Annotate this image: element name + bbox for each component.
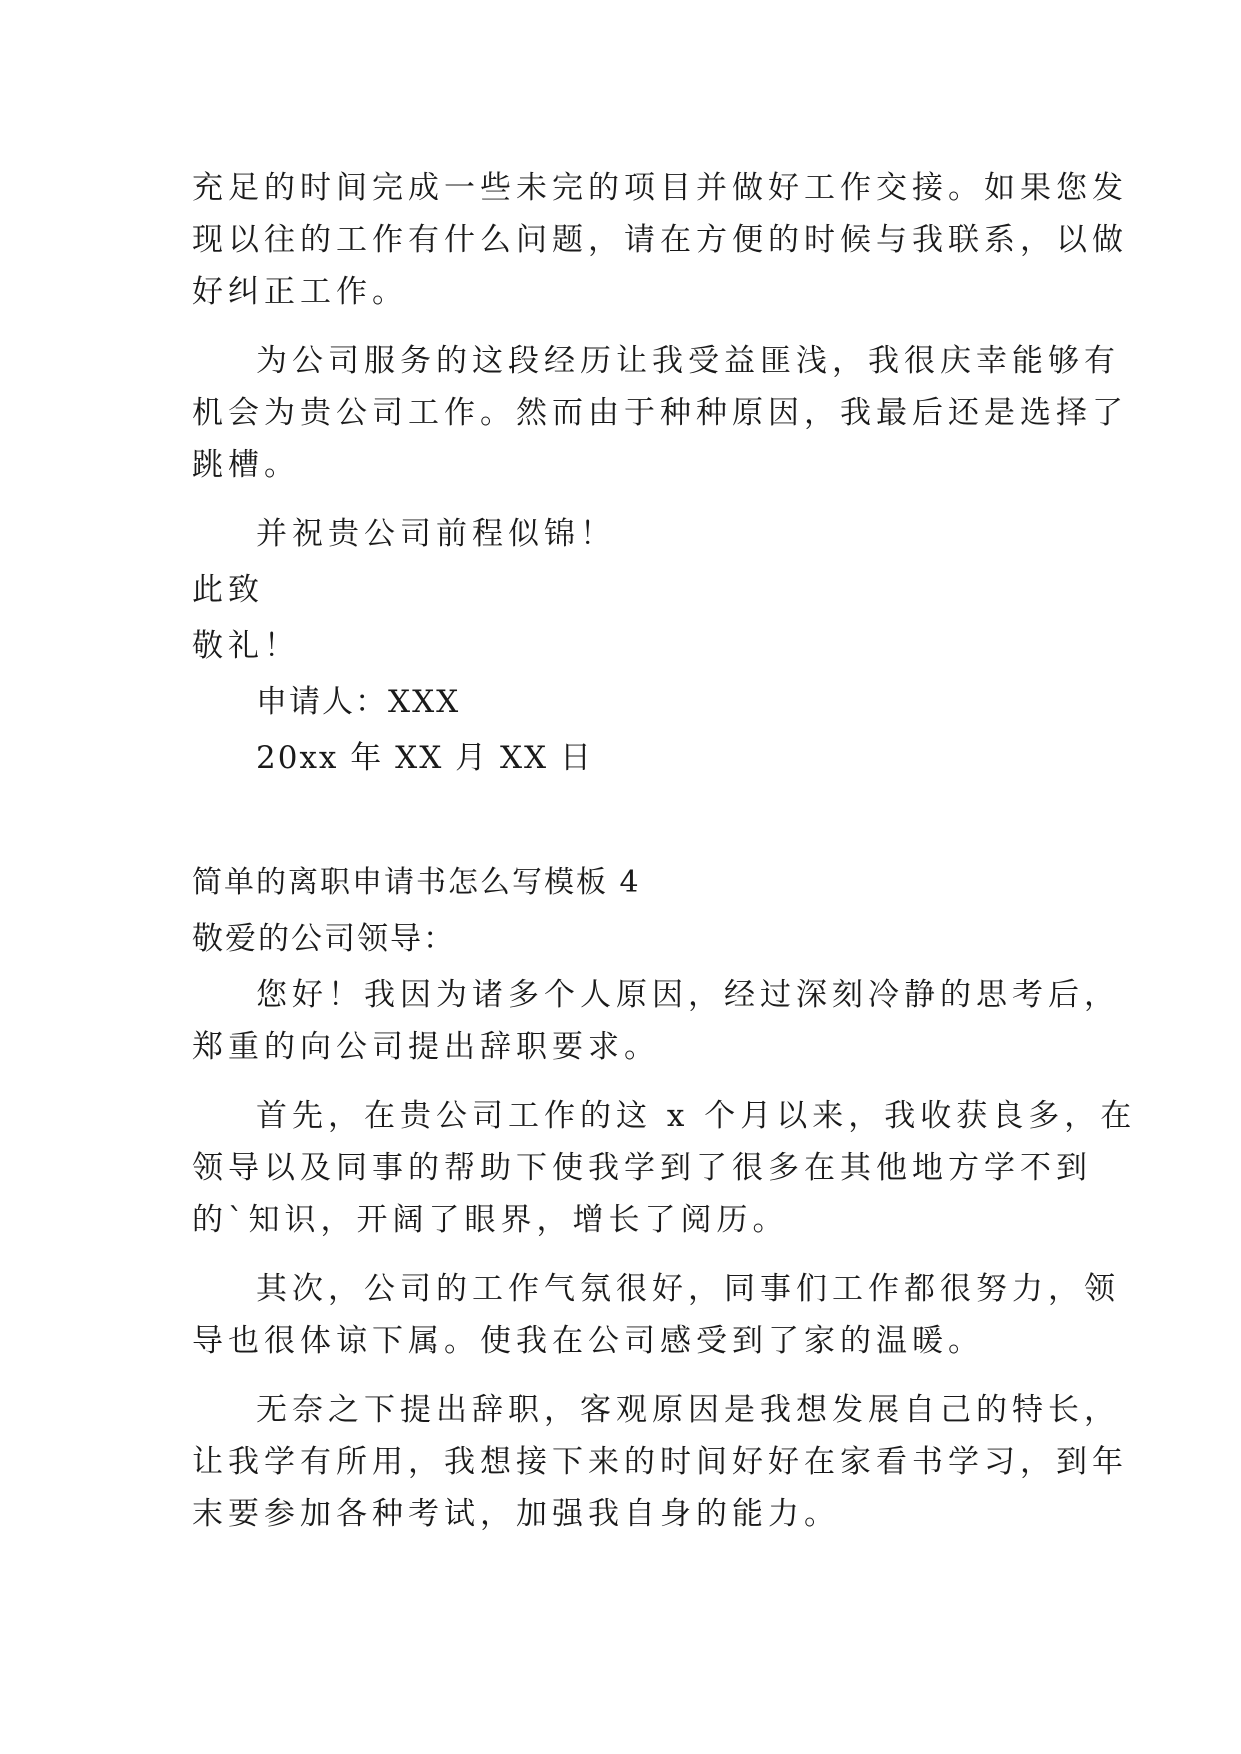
paragraph-line: 其次，公司的工作气氛很好，同事们工作都很努力，领 [256,1271,1120,1307]
paragraph-line: 的`知识，开阔了眼界，增长了阅历。 [192,1202,789,1238]
section-title: 简单的离职申请书怎么写模板 4 [192,865,641,900]
paragraph-line: 跳槽。 [192,447,300,483]
paragraph-line: 让我学有所用，我想接下来的时间好好在家看书学习，到年 [192,1444,1128,1480]
closing-regards: 敬礼！ [192,628,300,664]
paragraph-line: 导也很体谅下属。使我在公司感受到了家的温暖。 [192,1323,984,1359]
paragraph-line: 充足的时间完成一些未完的项目并做好工作交接。如果您发 [192,170,1128,206]
paragraph-line: 末要参加各种考试，加强我自身的能力。 [192,1496,840,1532]
paragraph-line: 现以往的工作有什么问题，请在方便的时候与我联系，以做 [192,222,1128,258]
paragraph-line: 您好！我因为诸多个人原因，经过深刻冷静的思考后， [256,977,1120,1013]
paragraph-line: 郑重的向公司提出辞职要求。 [192,1029,660,1065]
signature-date: 20xx 年 XX 月 XX 日 [256,740,593,776]
paragraph-line: 好纠正工作。 [192,274,408,310]
paragraph-line: 为公司服务的这段经历让我受益匪浅，我很庆幸能够有 [256,343,1120,379]
closing-salutation: 此致 [192,572,264,608]
paragraph-line: 机会为贵公司工作。然而由于种种原因，我最后还是选择了 [192,395,1128,431]
paragraph-line: 首先，在贵公司工作的这 x 个月以来，我收获良多，在 [256,1098,1137,1134]
applicant-signature: 申请人：XXX [256,684,461,720]
letter-greeting: 敬爱的公司领导： [192,921,456,957]
paragraph-line: 无奈之下提出辞职，客观原因是我想发展自己的特长， [256,1392,1120,1428]
paragraph-line: 领导以及同事的帮助下使我学到了很多在其他地方学不到 [192,1150,1092,1186]
closing-wish: 并祝贵公司前程似锦！ [256,516,616,552]
